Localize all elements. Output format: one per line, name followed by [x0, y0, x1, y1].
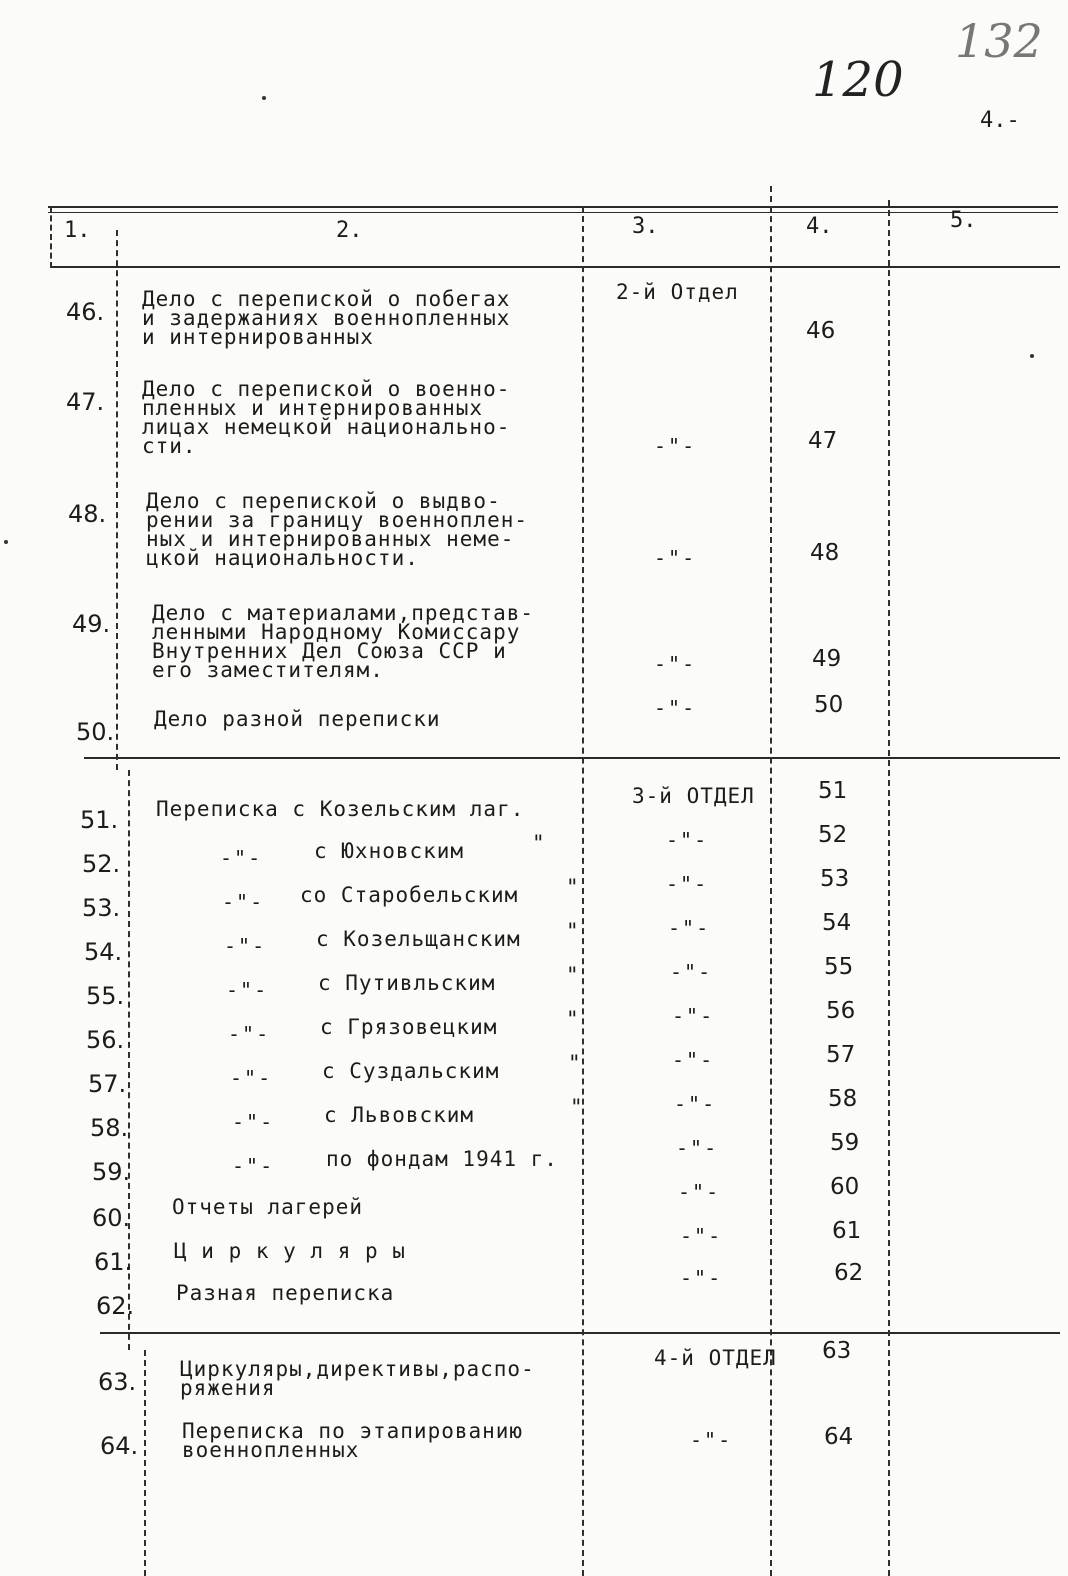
row-title: Переписка по этапированию военнопленных [182, 1419, 524, 1462]
sequence-number: 58 [828, 1086, 858, 1112]
ditto-mark: -"- [654, 652, 697, 676]
sequence-number: 56 [826, 998, 856, 1024]
row-number: 52. [82, 850, 121, 878]
row-title: с Львовским [324, 1103, 475, 1127]
archive-number-current: 120 [812, 52, 904, 108]
column-divider-left [50, 206, 52, 268]
row-title: Разная переписка [176, 1281, 395, 1305]
page-number: 4.- [980, 108, 1020, 133]
ditto-quote: " [568, 1051, 582, 1075]
row-title: по фондам 1941 г. [326, 1147, 558, 1171]
speck [1030, 354, 1034, 358]
row-number: 57. [88, 1070, 127, 1098]
ditto-mark: -"- [232, 1110, 275, 1134]
ditto-mark: -"- [672, 1048, 715, 1072]
column-divider-4 [888, 200, 890, 1576]
ditto-mark: -"- [232, 1154, 275, 1178]
ditto-mark: -"- [228, 1022, 271, 1046]
row-title: с Юхновским [314, 839, 465, 863]
sequence-number: 57 [826, 1042, 856, 1068]
ditto-mark: -"- [222, 890, 265, 914]
sequence-number: 52 [818, 822, 848, 848]
sequence-number: 49 [812, 646, 842, 672]
row-title: со Старобельским [300, 883, 519, 907]
row-number: 55. [86, 982, 125, 1010]
row-number: 46. [66, 298, 105, 326]
column-divider-1 [116, 230, 118, 770]
row-number: 62. [96, 1292, 135, 1320]
sequence-number: 54 [822, 910, 852, 936]
row-number: 61. [94, 1248, 133, 1276]
header-bottom-rule [52, 266, 1060, 268]
section-b-bottom-rule [100, 1332, 1060, 1334]
ditto-mark: -"- [666, 828, 709, 852]
ditto-mark: -"- [654, 696, 697, 720]
ditto-mark: -"- [678, 1180, 721, 1204]
row-number: 53. [82, 894, 121, 922]
sequence-number: 64 [824, 1424, 854, 1450]
row-title: с Суздальским [322, 1059, 500, 1083]
speck [262, 96, 266, 100]
sequence-number: 55 [824, 954, 854, 980]
sequence-number: 60 [830, 1174, 860, 1200]
sequence-number: 63 [822, 1338, 852, 1364]
sequence-number: 48 [810, 540, 840, 566]
department: 3-й ОТДЕЛ [632, 784, 755, 808]
header-col-3: 3. [632, 214, 659, 239]
sequence-number: 50 [814, 692, 844, 718]
sequence-number: 46 [806, 318, 836, 344]
ditto-quote: " [566, 1007, 580, 1031]
row-title: Переписка с Козельским лаг. [156, 797, 525, 821]
ditto-mark: -"- [670, 960, 713, 984]
row-number: 56. [86, 1026, 125, 1054]
row-number: 47. [66, 388, 105, 416]
table-top-rule [48, 206, 1058, 208]
header-col-1: 1. [64, 218, 91, 243]
speck [4, 540, 8, 544]
ditto-quote: " [566, 875, 580, 899]
sequence-number: 51 [818, 778, 848, 804]
row-title: Дело с перепиской о побегах и задержаниях военнопленных и интернированных [142, 287, 511, 349]
ditto-mark: -"- [680, 1266, 723, 1290]
header-col-4: 4. [806, 214, 833, 239]
ditto-mark: -"- [676, 1136, 719, 1160]
ditto-mark: -"- [666, 872, 709, 896]
ditto-mark: -"- [668, 916, 711, 940]
archive-number-crossed: 132 [955, 14, 1043, 68]
sequence-number: 53 [820, 866, 850, 892]
sequence-number: 61 [832, 1218, 862, 1244]
column-divider-2 [582, 206, 584, 1576]
row-number: 51. [80, 806, 119, 834]
ditto-mark: -"- [654, 546, 697, 570]
row-title: Дело с перепиской о военно- пленных и интернированных лицах немецкой национально- сти. [142, 377, 511, 458]
ditto-mark: -"- [224, 934, 267, 958]
column-divider-1c [144, 1350, 146, 1576]
row-title: Циркуляры,директивы,распо- ряжения [180, 1357, 535, 1400]
sequence-number: 62 [834, 1260, 864, 1286]
row-number: 54. [84, 938, 123, 966]
ditto-quote: " [532, 831, 546, 855]
ditto-mark: -"- [672, 1004, 715, 1028]
row-number: 48. [68, 500, 107, 528]
row-number: 63. [98, 1368, 137, 1396]
ditto-mark: -"- [674, 1092, 717, 1116]
row-title: с Козельщанским [316, 927, 521, 951]
sequence-number: 47 [808, 428, 838, 454]
ditto-mark: -"- [230, 1066, 273, 1090]
header-col-5: 5. [950, 208, 977, 233]
row-title: Дело с материалами,представ- ленными Народному Комиссару Внутренних Дел Союза ССР и его заместителям. [152, 601, 535, 682]
section-a-bottom-rule [84, 757, 1060, 759]
sequence-number: 59 [830, 1130, 860, 1156]
ditto-mark: -"- [220, 846, 263, 870]
row-number: 60. [92, 1204, 131, 1232]
row-title: Ц и р к у л я р ы [174, 1239, 406, 1263]
ditto-quote: " [566, 963, 580, 987]
row-number: 50. [76, 718, 115, 746]
department: 2-й Отдел [616, 280, 739, 304]
row-title: с Грязовецким [320, 1015, 498, 1039]
department: 4-й ОТДЕЛ [654, 1346, 777, 1370]
table-top-rule-2 [48, 212, 1058, 213]
row-title: Дело с перепиской о выдво- рении за границу военноплен- ных и интернированных неме- цкой национальности. [146, 489, 529, 570]
row-number: 64. [100, 1432, 139, 1460]
header-col-2: 2. [336, 218, 363, 243]
ditto-quote: " [566, 919, 580, 943]
ditto-mark: -"- [690, 1428, 733, 1452]
row-number: 59. [92, 1158, 131, 1186]
row-title: Отчеты лагерей [172, 1195, 364, 1219]
row-title: с Путивльским [318, 971, 496, 995]
row-number: 58. [90, 1114, 129, 1142]
row-number: 49. [72, 610, 111, 638]
row-title: Дело разной переписки [154, 707, 441, 731]
ditto-mark: -"- [654, 434, 697, 458]
ditto-quote: " [570, 1095, 584, 1119]
ditto-mark: -"- [226, 978, 269, 1002]
ditto-mark: -"- [680, 1224, 723, 1248]
